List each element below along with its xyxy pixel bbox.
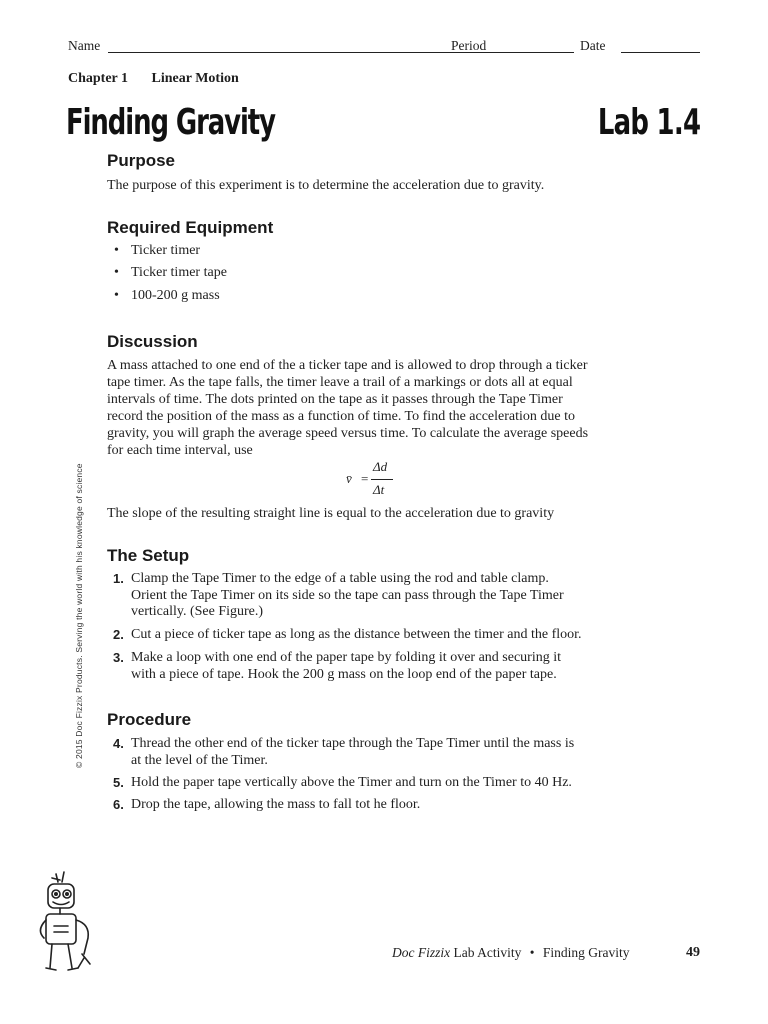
- discussion-text: A mass attached to one end of the a ticker tape and is allowed to drop through a ticker tape timer. As the tape falls, the timer leave a trail of a markings or dots all at equal intervals of time. The dots printed on the tape as it passes through the Tape Timer record the position of the mass as a function of time. To find the acceleration due to gravity, you will graph the average speed versus time. To calculate the average speeds for each time interval, use: [107, 358, 589, 458]
- procedure-step: 6. Drop the tape, allowing the mass to fall tot he floor.: [113, 797, 421, 812]
- formula-equals: =: [361, 471, 369, 486]
- doc-fizzix-mascot-illustration: [38, 868, 108, 993]
- chapter-heading: [68, 71, 239, 87]
- formula-numerator: Δd: [373, 459, 388, 474]
- footer-title: Finding Gravity: [542, 945, 630, 960]
- copyright-notice: © 2015 Doc Fizzix Products. Serving the world with his knowledge of science: [74, 463, 84, 768]
- bullet-icon: •: [114, 288, 119, 303]
- page-title: Finding Gravity: [66, 102, 275, 143]
- average-speed-formula: [346, 459, 406, 499]
- page-number: 49: [686, 945, 700, 960]
- chapter-title: Linear Motion: [151, 71, 239, 86]
- setup-heading: The Setup: [107, 546, 190, 565]
- equipment-item: • 100-200 g mass: [114, 288, 220, 303]
- chapter-label: Chapter 1: [68, 71, 129, 86]
- fraction-bar: [371, 479, 393, 480]
- bullet-icon: •: [114, 265, 119, 280]
- procedure-heading: Procedure: [107, 710, 192, 729]
- footer-brand: Doc Fizzix: [392, 945, 451, 960]
- period-blank[interactable]: [497, 52, 574, 53]
- equipment-heading: Required Equipment: [107, 218, 274, 237]
- footer-bullet: •: [529, 945, 535, 960]
- lab-number: Lab 1.4: [597, 102, 700, 143]
- purpose-text: The purpose of this experiment is to determine the acceleration due to gravity.: [107, 178, 545, 193]
- date-blank[interactable]: [621, 52, 700, 53]
- procedure-step: 5. Hold the paper tape vertically above the Timer and turn on the Timer to 40 Hz.: [113, 775, 572, 790]
- discussion-conclusion: The slope of the resulting straight line is equal to the acceleration due to gravity: [107, 506, 555, 521]
- formula-denominator: Δt: [373, 482, 385, 497]
- discussion-heading: Discussion: [107, 332, 198, 351]
- footer-credit: [392, 945, 629, 961]
- formula-lhs: v̄: [346, 471, 352, 486]
- period-label: Period: [451, 38, 487, 53]
- equipment-item: • Ticker timer: [114, 243, 201, 258]
- date-label: Date: [580, 38, 606, 53]
- setup-step: 1. Clamp the Tape Timer to the edge of a table using the rod and table clamp. Orient the Tape Timer on its side so the tape can pass through the Tape Timer vertically. (See Figure.): [113, 571, 564, 619]
- footer-activity: Lab Activity: [453, 945, 522, 960]
- procedure-step: 4. Thread the other end of the ticker tape through the Tape Timer until the mass is at the level of the Timer.: [113, 736, 575, 768]
- setup-step: 2. Cut a piece of ticker tape as long as the distance between the timer and the floor.: [113, 627, 582, 642]
- bullet-icon: •: [114, 243, 119, 258]
- name-label: Name: [68, 38, 101, 53]
- equipment-item: • Ticker timer tape: [114, 265, 227, 280]
- setup-step: 3. Make a loop with one end of the paper tape by folding it over and securing it with a piece of tape. Hook the 200 g mass on the loop end of the paper tape.: [113, 650, 561, 682]
- purpose-heading: Purpose: [107, 151, 176, 170]
- student-info-header: [68, 38, 700, 58]
